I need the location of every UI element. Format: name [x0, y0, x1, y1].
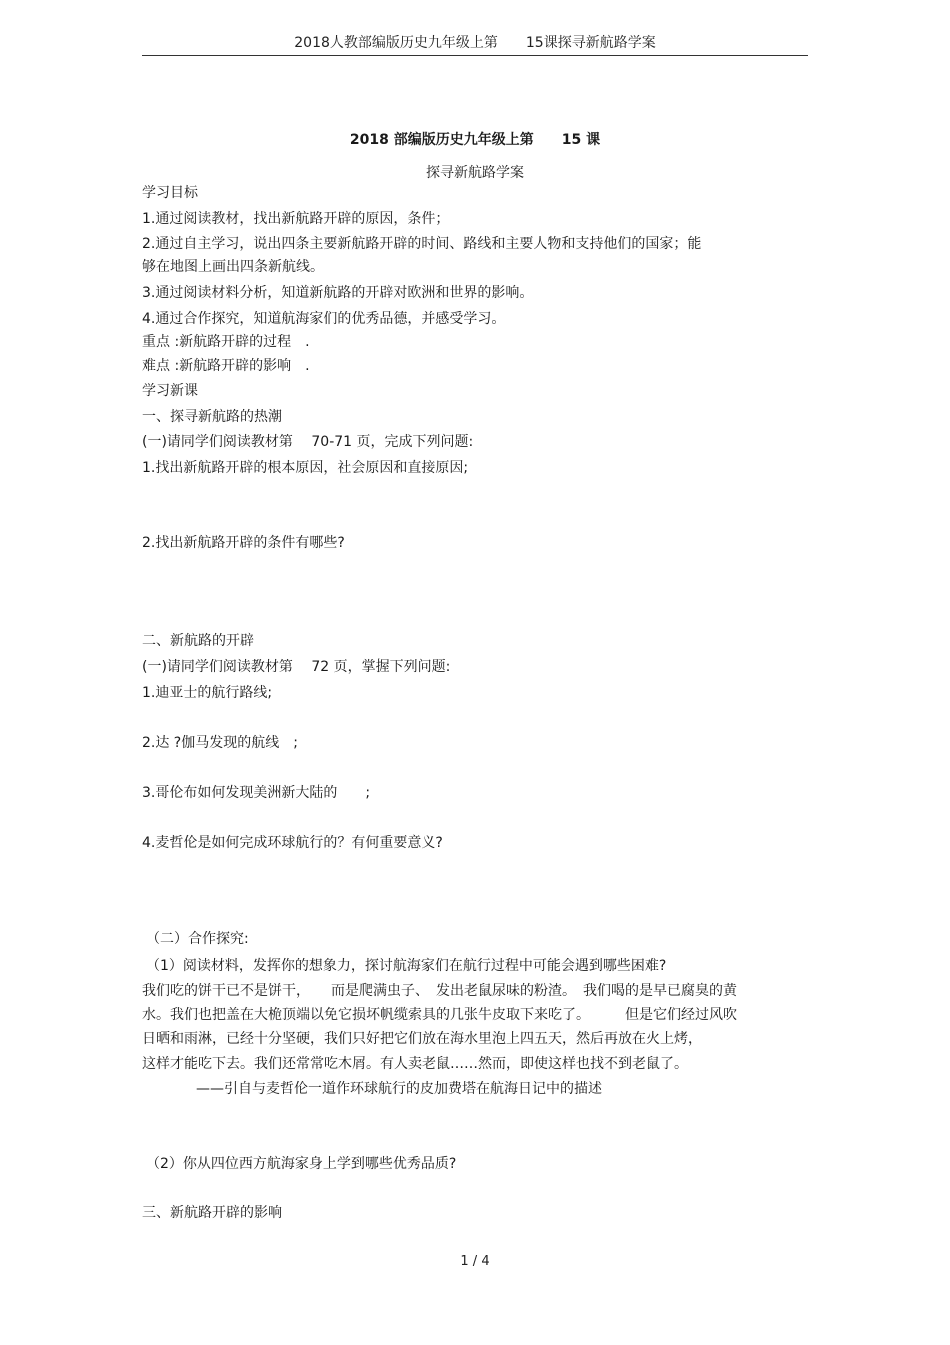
page-header: 2018人教部编版历史九年级上第 15课探寻新航路学案	[294, 35, 656, 51]
text-line: 1.找出新航路开辟的根本原因，社会原因和直接原因;	[142, 460, 469, 476]
text-line: 4.麦哲伦是如何完成环球航行的？有何重要意义?	[142, 835, 443, 851]
document-subtitle: 探寻新航路学案	[426, 165, 524, 181]
text-line: 3.通过阅读材料分析，知道新航路的开辟对欧洲和世界的影响。	[142, 285, 534, 301]
text-line: 1.迪亚士的航行路线;	[142, 685, 273, 701]
text-line: (一)请同学们阅读教材第 70-71 页，完成下列问题:	[142, 434, 474, 450]
text-line: 学习新课	[142, 383, 198, 399]
text-line: 三、新航路开辟的影响	[142, 1205, 282, 1221]
text-line: 3.哥伦布如何发现美洲新大陆的 ;	[142, 785, 371, 801]
text-line: 4.通过合作探究，知道航海家们的优秀品德，并感受学习。	[142, 311, 506, 327]
document-title: 2018 部编版历史九年级上第 15 课	[349, 132, 601, 148]
header-divider	[142, 55, 808, 56]
text-line: 水。我们也把盖在大桅顶端以免它损坏帆缆索具的几张牛皮取下来吃了。 但是它们经过风吹	[142, 1007, 737, 1023]
text-line: 二、新航路的开辟	[142, 633, 254, 649]
text-line: 够在地图上画出四条新航线。	[142, 259, 324, 275]
text-line: 学习目标	[142, 185, 198, 201]
text-line: 一、探寻新航路的热潮	[142, 409, 282, 425]
text-line: (一)请同学们阅读教材第 72 页，掌握下列问题:	[142, 659, 451, 675]
text-line: 2.通过自主学习，说出四条主要新航路开辟的时间、路线和主要人物和支持他们的国家；能	[142, 236, 702, 252]
text-line: 1.通过阅读教材，找出新航路开辟的原因，条件；	[142, 211, 450, 227]
text-line: 我们吃的饼干已不是饼干， 而是爬满虫子、 发出老鼠尿味的粉渣。 我们喝的是早已腐臭的黄	[142, 983, 737, 999]
text-line: 2.达 ?伽马发现的航线 ;	[142, 735, 298, 751]
text-line: 2.找出新航路开辟的条件有哪些?	[142, 535, 345, 551]
text-line: 日晒和雨淋，已经十分坚硬，我们只好把它们放在海水里泡上四五天，然后再放在火上烤，	[142, 1031, 702, 1047]
text-line: （1）阅读材料，发挥你的想象力，探讨航海家们在航行过程中可能会遇到哪些困难?	[146, 958, 667, 974]
text-line: 这样才能吃下去。我们还常常吃木屑。有人卖老鼠……然而，即使这样也找不到老鼠了。	[142, 1056, 688, 1072]
page-number: 1 / 4	[460, 1254, 490, 1269]
text-line: 重点 :新航路开辟的过程 .	[142, 334, 310, 350]
text-line: （2）你从四位西方航海家身上学到哪些优秀品质?	[146, 1156, 457, 1172]
text-line: （二）合作探究:	[146, 931, 249, 947]
text-line: 难点 :新航路开辟的影响 .	[142, 358, 310, 374]
text-line: ——引自与麦哲伦一道作环球航行的皮加费塔在航海日记中的描述	[196, 1081, 602, 1097]
